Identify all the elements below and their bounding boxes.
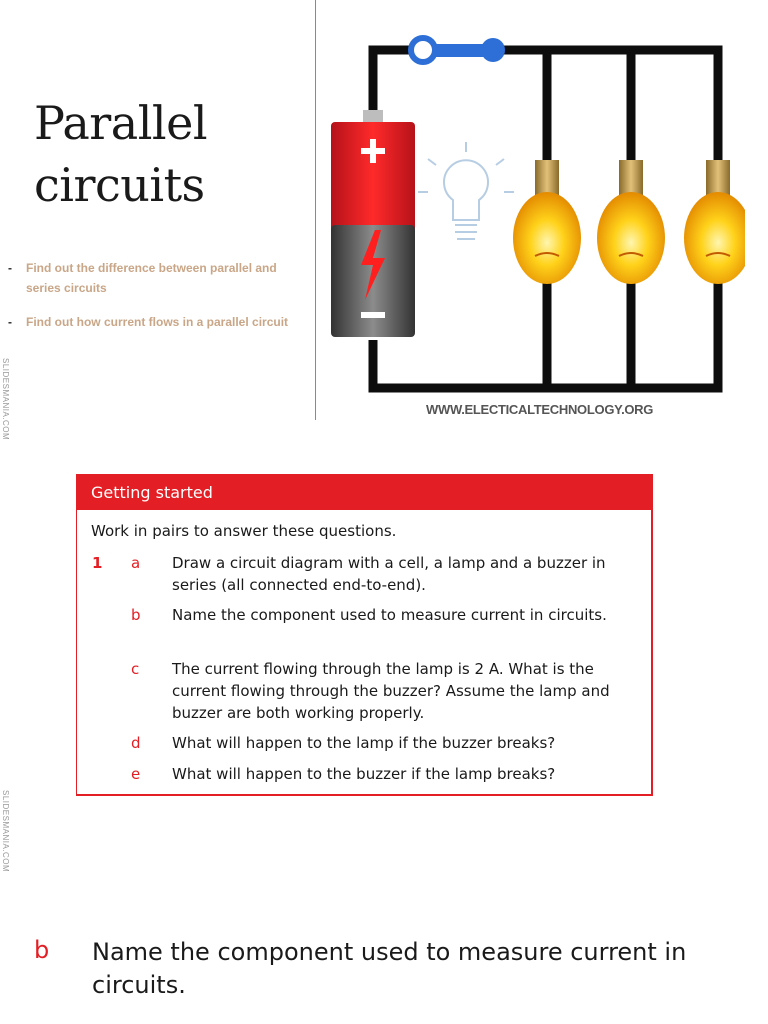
question-text: Name the component used to measure current in circuits. — [172, 606, 607, 624]
watermark: SLIDESMANIA.COM — [1, 358, 10, 441]
bullet-text: Find out how current flows in a parallel circuit — [26, 315, 289, 329]
title-line-2: circuits — [34, 158, 205, 212]
lamp-icon — [513, 160, 581, 284]
slide-title — [34, 92, 304, 216]
question-letter: a — [131, 554, 141, 572]
watermark: SLIDESMANIA.COM — [1, 790, 10, 873]
image-credit: WWW.ELECTICALTECHNOLOGY.ORG — [426, 402, 654, 417]
question-letter: b — [131, 606, 141, 624]
question-text: What will happen to the lamp if the buzzer breaks? — [172, 734, 556, 752]
zoomed-question-letter: b — [34, 936, 50, 964]
list-item: - Find out how current flows in a parallel circuit — [8, 315, 289, 329]
lamp-icon — [684, 160, 745, 284]
question-text: Draw a circuit diagram with a cell, a lamp and a buzzer in series (all connected end-to-end). — [172, 554, 606, 594]
question-number: 1 — [92, 554, 103, 572]
zoomed-question-text: Name the component used to measure current in circuits. — [92, 938, 687, 999]
question-text: The current flowing through the lamp is 2 A. What is the current flowing through the buzzer? Assume the lamp and buzzer are both working properly. — [172, 660, 610, 722]
panel-intro: Work in pairs to answer these questions. — [91, 522, 397, 540]
panel-header: Getting started — [77, 474, 651, 510]
question-letter: e — [131, 765, 141, 783]
getting-started-panel — [76, 474, 653, 796]
bulb-outline-icon — [418, 142, 514, 239]
title-line-1: Parallel — [34, 96, 208, 150]
parallel-circuit-diagram — [325, 20, 745, 425]
slide-divider — [315, 0, 316, 420]
bullet-text: Find out the difference between parallel and series circuits — [26, 261, 277, 295]
question-letter: d — [131, 734, 141, 752]
objectives-list — [6, 258, 306, 346]
question-text: What will happen to the buzzer if the lamp breaks? — [172, 765, 556, 783]
switch-icon — [411, 38, 505, 62]
lamp-icon — [597, 160, 665, 284]
question-letter: c — [131, 660, 140, 678]
battery-icon — [331, 110, 415, 337]
list-item: - Find out the difference between parallel and series circuits — [8, 261, 277, 295]
zoomed-question — [0, 930, 768, 1010]
slide-preview — [0, 0, 768, 430]
